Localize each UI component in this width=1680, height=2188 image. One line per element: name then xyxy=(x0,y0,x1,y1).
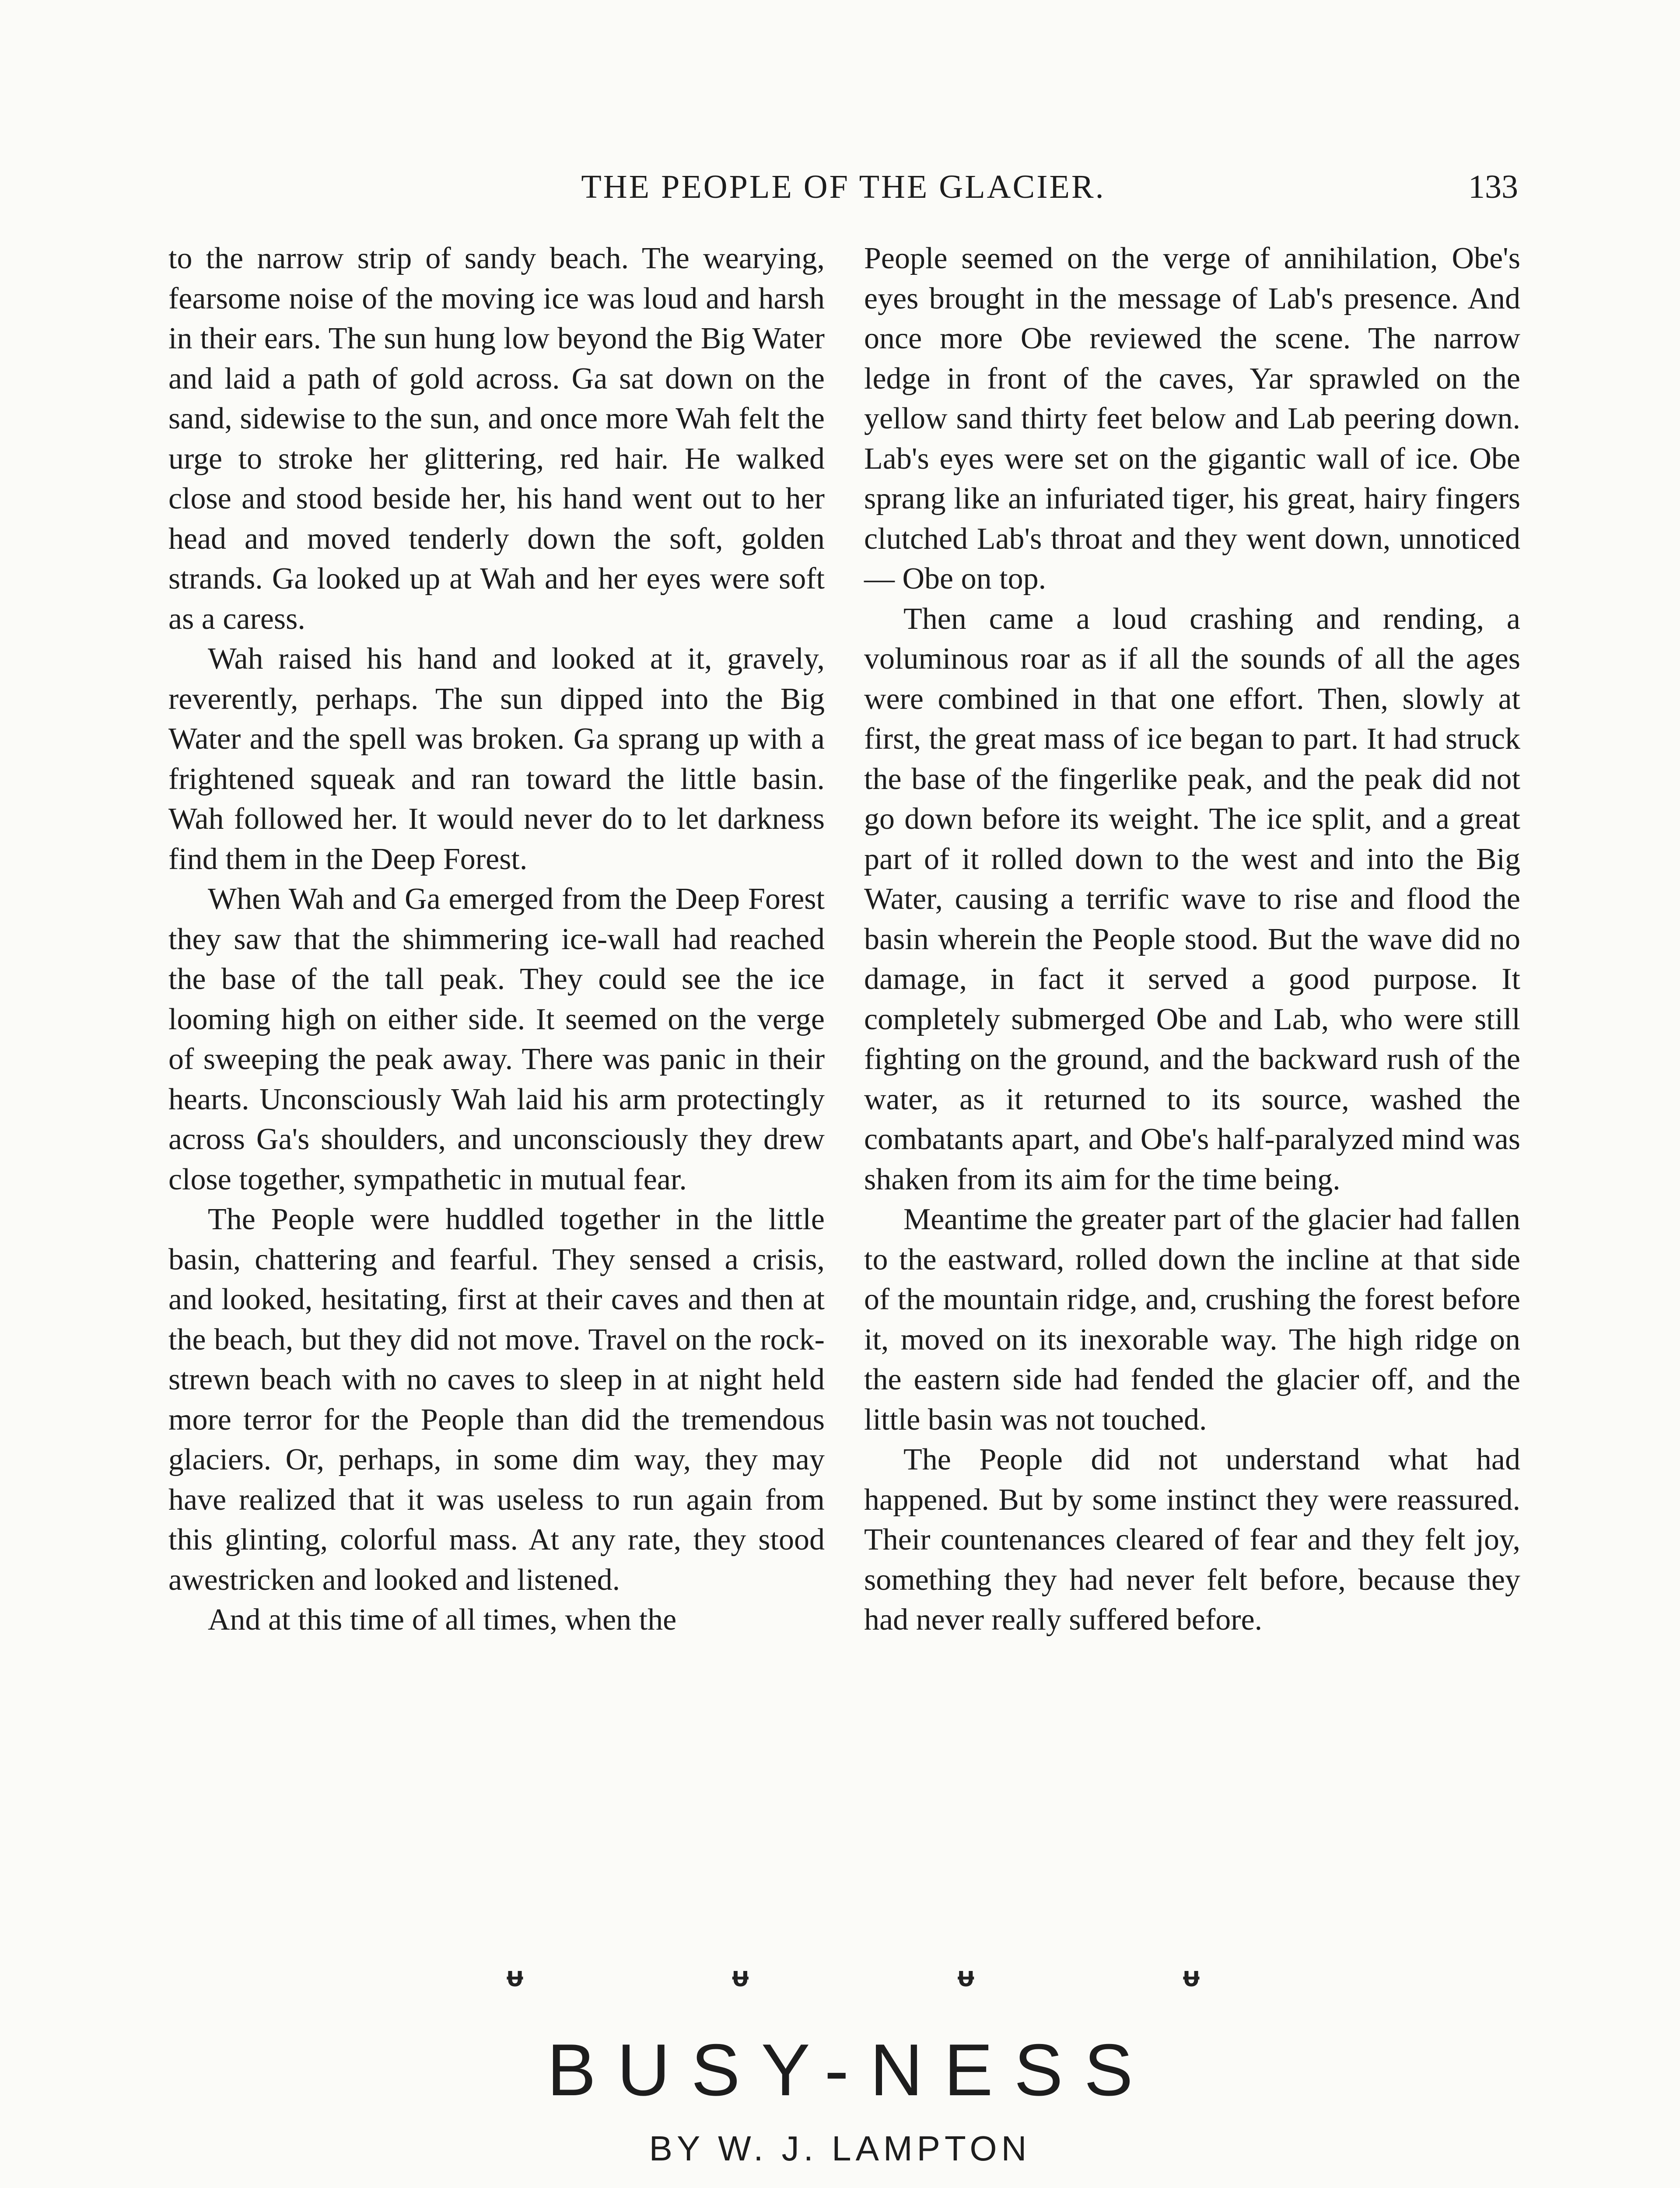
paragraph: People seemed on the verge of annihilation, Obe's eyes brought in the message of Lab's presence. And once more Obe reviewed the scene. The narrow ledge in front of the caves, Yar sprawled on the yellow sand thirty feet below and Lab peering down. Lab's eyes were set on the gigantic wall of ice. Obe sprang like an infuriated tiger, his great, hairy fingers clutched Lab's throat and they went down, unnoticed— Obe on top. xyxy=(864,242,1520,596)
paragraph: And at this time of all times, when the xyxy=(208,1603,677,1637)
ornament-icon: ᵾ xyxy=(506,1960,524,1993)
paragraph: Then came a loud crashing and rending, a voluminous roar as if all the sounds of all the ages were combined in that one effort. Then, slowly at first, the great mass of ice began to part. It had struck the base of the fingerlike peak, and the peak did not go down before its weight. The ice split, and a great part of it rolled down to the west and into the Big Water, causing a terrific wave to rise and flood the basin wherein the People stood. But the wave did no damage, in fact it served a good purpose. It completely submerged Obe and Lab, who were still fighting on the ground, and the backward rush of the water, as it returned to its source, washed the combatants apart, and Obe's half-paralyzed mind was shaken from its aim for the time being. xyxy=(864,602,1520,1196)
ornament-icon: ᵾ xyxy=(732,1960,749,1993)
running-title: THE PEOPLE OF THE GLACIER. xyxy=(581,168,1106,205)
paragraph: When Wah and Ga emerged from the Deep Forest they saw that the shimmering ice-wall had reached the base of the tall peak. They could see the ice looming high on either side. It seemed on the verge of sweeping the peak away. There was panic in their hearts. Unconsciously Wah laid his arm protectingly across Ga's shoulders, and unconsciously they drew close together, sympathetic in mutual fear. xyxy=(168,882,825,1196)
right-column xyxy=(864,238,1520,1640)
ornament-icon: ᵾ xyxy=(1183,1960,1200,1993)
poem-title: BUSY-NESS xyxy=(547,2029,1154,2111)
left-column xyxy=(168,238,825,1640)
paragraph: Wah raised his hand and looked at it, gravely, reverently, perhaps. The sun dipped into the Big Water and the spell was broken. Ga sprang up with a frightened squeak and ran toward the little basin. Wah followed her. It would never do to let darkness find them in the Deep Forest. xyxy=(168,642,825,876)
paragraph: The People were huddled together in the little basin, chattering and fearful. They sensed a crisis, and looked, hesitating, first at their caves and then at the beach, but they did not move. Travel on the rock-strewn beach with no caves to sleep in at night held more terror for the People than did the tremendous glaciers. Or, perhaps, in some dim way, they may have realized that it was useless to run again from this glinting, colorful mass. At any rate, they stood awestricken and looked and listened. xyxy=(168,1203,825,1597)
running-head xyxy=(168,163,1518,211)
paragraph: The People did not understand what had happened. But by some instinct they were reassured. Their countenances cleared of fear and they felt joy, something they had never felt before, because they had never really suffered before. xyxy=(864,1443,1520,1637)
page-number: 133 xyxy=(1468,168,1518,205)
ornament-divider xyxy=(499,1960,1208,2000)
paragraph: to the narrow strip of sandy beach. The wearying, fearsome noise of the moving ice was loud and harsh in their ears. The sun hung low beyond the Big Water and laid a path of gold across. Ga sat down on the sand, sidewise to the sun, and once more Wah felt the urge to stroke her glittering, red hair. He walked close and stood beside her, his hand went out to her head and moved tenderly down the soft, golden strands. Ga looked up at Wah and her eyes were soft as a caress. xyxy=(168,242,825,636)
ornament-icon: ᵾ xyxy=(957,1960,974,1993)
paragraph: Meantime the greater part of the glacier had fallen to the eastward, rolled down the incline at that side of the mountain ridge, and, crushing the forest before it, moved on its inexorable way. The high ridge on the eastern side had fended the glacier off, and the little basin was not touched. xyxy=(864,1203,1520,1437)
poem-byline: BY W. J. LAMPTON xyxy=(649,2129,1031,2168)
